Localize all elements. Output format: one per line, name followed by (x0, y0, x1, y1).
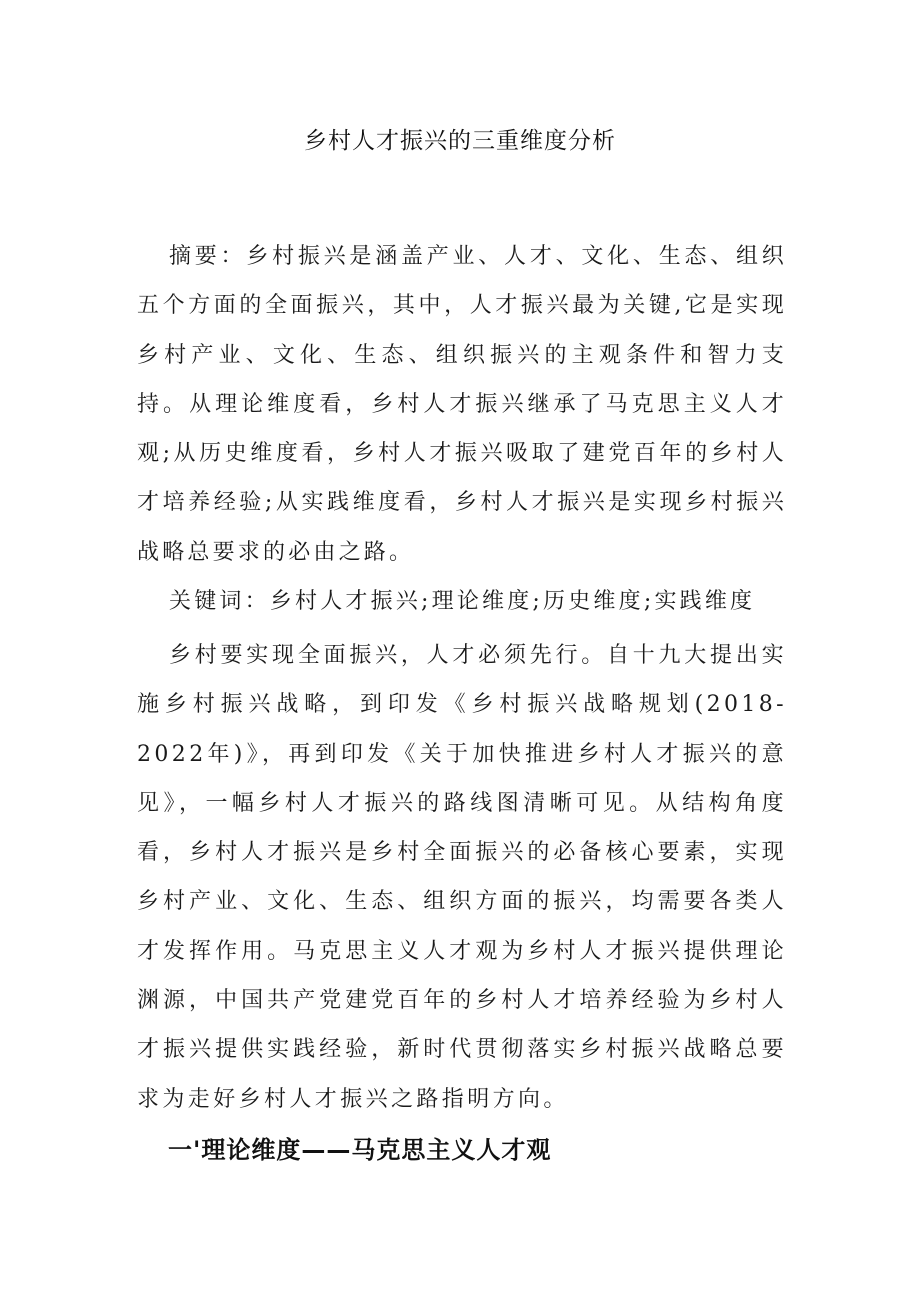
section-heading: 一'理论维度——马克思主义人才观 (168, 1136, 552, 1164)
keywords-paragraph: 关键词：乡村人才振兴;理论维度;历史维度;实践维度 (169, 589, 756, 614)
abstract-paragraph: 摘要：乡村振兴是涵盖产业、人才、文化、生态、组织五个方面的全面振兴，其中，人才振兴最为关键,它是实现乡村产业、文化、生态、组织振兴的主观条件和智力支持。从理论维度看，乡村人才振兴继承了马克思主义人才观;从历史维度看，乡村人才振兴吸取了建党百年的乡村人才培养经验;从实践维度看，乡村人才振兴是实现乡村振兴战略总要求的必由之路。 (137, 244, 787, 565)
intro-paragraph: 乡村要实现全面振兴，人才必须先行。自十九大提出实施乡村振兴战略，到印发《乡村振兴战略规划(2018-2022年)》，再到印发《关于加快推进乡村人才振兴的意见》，一幅乡村人才振兴的路线图清晰可见。从结构角度看，乡村人才振兴是乡村全面振兴的必备核心要素，实现乡村产业、文化、生态、组织方面的振兴，均需要各类人才发挥作用。马克思主义人才观为乡村人才振兴提供理论渊源，中国共产党建党百年的乡村人才培养经验为乡村人才振兴提供实践经验，新时代贯彻落实乡村振兴战略总要求为走好乡村人才振兴之路指明方向。 (137, 643, 787, 1112)
document-title: 乡村人才振兴的三重维度分析 (304, 128, 616, 154)
